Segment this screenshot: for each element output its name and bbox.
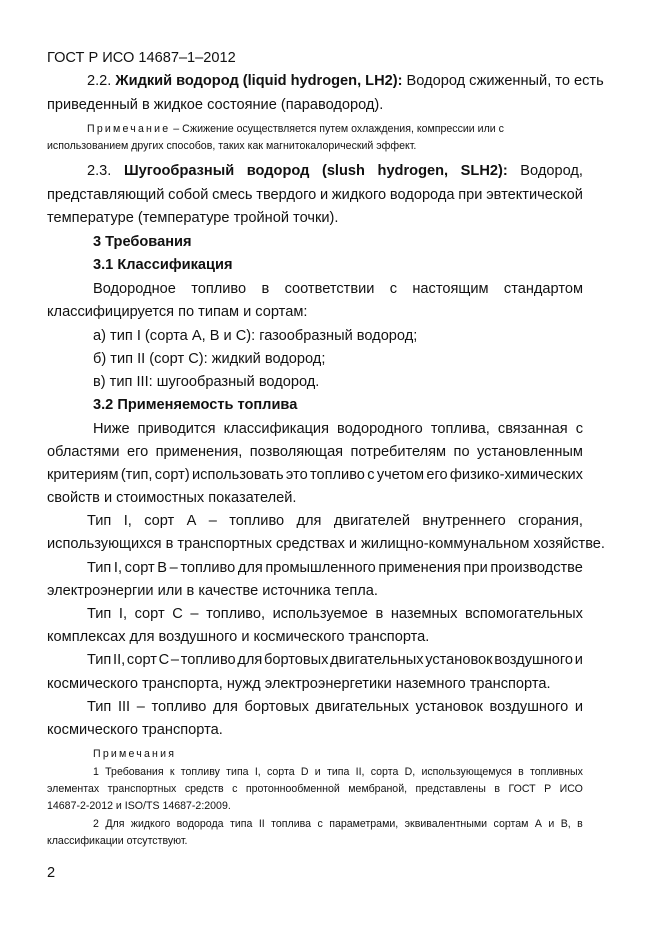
word: средств bbox=[184, 783, 224, 795]
section-3-1-heading: 3.1 Классификация bbox=[93, 257, 233, 273]
term-liquid-hydrogen: Жидкий водород (liquid hydrogen, LH2): bbox=[115, 73, 403, 89]
word: вспомогательных bbox=[464, 606, 583, 622]
type2-sortC-line-2: космического транспорта, нужд электроэнергетики наземного транспорта. bbox=[47, 676, 551, 692]
word: топливо bbox=[191, 281, 247, 297]
classification-paragraph-line-2: классифицируется по типам и сортам: bbox=[47, 304, 308, 320]
word: жидкого bbox=[331, 187, 387, 203]
word: Тип bbox=[87, 652, 112, 668]
word: II, bbox=[355, 766, 365, 778]
word: топлива, bbox=[430, 421, 490, 437]
word: водорода bbox=[176, 818, 224, 830]
word: в bbox=[261, 281, 270, 297]
word: С bbox=[158, 652, 170, 668]
word: типа bbox=[226, 766, 249, 778]
page-number: 2 bbox=[47, 865, 56, 881]
word: Тип bbox=[87, 513, 112, 529]
note-label: Примечание bbox=[87, 123, 171, 135]
applicability-p1-line-4: свойств и стоимостных показателей. bbox=[47, 490, 297, 506]
word: Требования bbox=[105, 766, 164, 778]
term-word: hydrogen, bbox=[377, 163, 449, 179]
word: применения bbox=[378, 560, 461, 576]
word: и bbox=[314, 766, 321, 778]
word: собой bbox=[168, 187, 209, 203]
word: сорт) bbox=[154, 467, 190, 483]
term-word: (slush bbox=[321, 163, 365, 179]
word: топливо bbox=[229, 513, 285, 529]
word: соответствии bbox=[284, 281, 375, 297]
word: воздушного bbox=[489, 699, 569, 715]
word: сорта bbox=[370, 766, 399, 778]
word: установок bbox=[425, 652, 493, 668]
word: ИСО bbox=[559, 783, 583, 795]
word: в bbox=[577, 818, 583, 830]
word: в bbox=[375, 606, 384, 622]
word: его bbox=[426, 467, 448, 483]
word: связанная bbox=[497, 421, 568, 437]
word: позволяющая bbox=[249, 444, 344, 460]
word: – bbox=[170, 652, 180, 668]
word: типа bbox=[229, 818, 253, 830]
note-2-line-2: классификации отсутствуют. bbox=[47, 835, 188, 847]
word: I, bbox=[254, 766, 261, 778]
classification-paragraph-line-1 bbox=[93, 280, 583, 298]
word: ГОСТ bbox=[508, 783, 536, 795]
word: применения, bbox=[155, 444, 243, 460]
word: представлены bbox=[415, 783, 486, 795]
word: сортам bbox=[493, 818, 529, 830]
note-2-line-1 bbox=[93, 818, 583, 831]
list-item-type-1: а) тип I (сорта А, В и С): газообразный водород; bbox=[93, 328, 418, 344]
word: воздушного bbox=[494, 652, 573, 668]
word: С bbox=[172, 606, 183, 622]
word: сгорания, bbox=[518, 513, 583, 529]
list-item-type-3: в) тип III: шугообразный водород. bbox=[93, 374, 320, 390]
applicability-p1-line-3 bbox=[47, 466, 583, 484]
word: стандартом bbox=[503, 281, 583, 297]
word: мембраной, bbox=[348, 783, 408, 795]
word: с bbox=[575, 421, 583, 437]
word: приводится bbox=[137, 421, 216, 437]
word: А bbox=[186, 513, 197, 529]
word: с bbox=[317, 818, 323, 830]
word: в bbox=[494, 783, 500, 795]
word: используемое bbox=[272, 606, 368, 622]
word: производстве bbox=[490, 560, 583, 576]
word: это bbox=[285, 467, 308, 483]
word: в bbox=[518, 766, 524, 778]
word: В, bbox=[560, 818, 571, 830]
word: – bbox=[208, 513, 217, 529]
word: использовать bbox=[192, 467, 284, 483]
word: II, bbox=[113, 652, 126, 668]
word: эвтектической bbox=[486, 187, 583, 203]
type1-sortB-line-2: электроэнергии или в качестве источника тепла. bbox=[47, 583, 378, 599]
word: с bbox=[367, 467, 375, 483]
word: I, bbox=[123, 513, 132, 529]
word: при bbox=[458, 187, 483, 203]
word: (тип, bbox=[120, 467, 153, 483]
word: сорт bbox=[144, 513, 175, 529]
word: критериям bbox=[47, 467, 119, 483]
word: с bbox=[389, 281, 398, 297]
definition-text: Водород сжиженный, то есть bbox=[402, 73, 604, 89]
word: элементах bbox=[47, 783, 100, 795]
applicability-p1-line-1 bbox=[93, 420, 583, 438]
word: топливу bbox=[180, 766, 220, 778]
word: топливных bbox=[530, 766, 583, 778]
word: водорода bbox=[389, 187, 455, 203]
word: типа bbox=[326, 766, 350, 778]
type3-line-1 bbox=[87, 698, 583, 716]
note-text: – Сжижение осуществляется путем охлаждения, компрессии или с bbox=[170, 123, 504, 135]
word: Тип bbox=[87, 606, 112, 622]
word: представляющий bbox=[47, 187, 165, 203]
word: I, bbox=[113, 560, 123, 576]
word: бортовых bbox=[264, 652, 329, 668]
word: внутреннего bbox=[422, 513, 506, 529]
word: и bbox=[548, 818, 555, 830]
document-header: ГОСТ Р ИСО 14687–1–2012 bbox=[47, 50, 236, 66]
word: при bbox=[463, 560, 488, 576]
word: топливо bbox=[180, 652, 236, 668]
definition-2-3-line-1 bbox=[87, 162, 583, 180]
word: его bbox=[126, 444, 149, 460]
definition-2-2-line-1 bbox=[87, 72, 604, 90]
word: топливо bbox=[180, 560, 236, 576]
word: сорт bbox=[126, 652, 157, 668]
word: 2.3. bbox=[87, 163, 112, 179]
word: А bbox=[534, 818, 542, 830]
word: потребителям bbox=[350, 444, 447, 460]
type1-sortA-line-1 bbox=[87, 512, 583, 530]
word: для bbox=[212, 699, 238, 715]
word: Для bbox=[105, 818, 125, 830]
word: Тип bbox=[87, 699, 112, 715]
type1-sortC-line-2: комплексах для воздушного и космического транспорта. bbox=[47, 629, 430, 645]
note-1-line-3: 14687-2-2012 и ISO/TS 14687-2:2009. bbox=[47, 800, 231, 812]
word: двигательных bbox=[330, 652, 424, 668]
word: и bbox=[319, 187, 329, 203]
word: В bbox=[157, 560, 168, 576]
word: настоящим bbox=[412, 281, 489, 297]
word: 2 bbox=[93, 818, 99, 830]
word: Водородное bbox=[93, 281, 176, 297]
word: III bbox=[117, 699, 131, 715]
word: для bbox=[237, 652, 263, 668]
word: – bbox=[169, 560, 178, 576]
word: учетом bbox=[376, 467, 425, 483]
word: сорт bbox=[124, 560, 155, 576]
word: топлива bbox=[271, 818, 312, 830]
word: областями bbox=[47, 444, 120, 460]
definition-2-3-line-2 bbox=[47, 186, 583, 204]
word: Ниже bbox=[93, 421, 130, 437]
word: II bbox=[258, 818, 265, 830]
word: промышленного bbox=[265, 560, 376, 576]
word: твердого bbox=[256, 187, 317, 203]
word: – bbox=[190, 606, 199, 622]
word: D, bbox=[404, 766, 416, 778]
note-1-line-1 bbox=[93, 766, 583, 779]
word: I, bbox=[118, 606, 128, 622]
word: по bbox=[453, 444, 470, 460]
word: бортовых bbox=[244, 699, 309, 715]
word: эквивалентными bbox=[404, 818, 488, 830]
word: D bbox=[300, 766, 309, 778]
note-1-line-2 bbox=[47, 783, 583, 796]
word: Тип bbox=[87, 560, 112, 576]
word: к bbox=[169, 766, 175, 778]
term-word: Шугообразный bbox=[123, 163, 235, 179]
type1-sortB-line-1 bbox=[87, 559, 583, 577]
term-word: водород bbox=[246, 163, 310, 179]
word: Водород, bbox=[520, 163, 583, 179]
section-3-heading: 3 Требования bbox=[93, 234, 192, 250]
note-line-2: использованием других способов, таких как магнитокалорический эффект. bbox=[47, 140, 417, 152]
list-item-type-2: б) тип II (сорт С): жидкий водород; bbox=[93, 351, 326, 367]
word: двигателей bbox=[333, 513, 410, 529]
note-line-1 bbox=[87, 123, 583, 136]
applicability-p1-line-2 bbox=[47, 443, 583, 461]
word: 1 bbox=[93, 766, 99, 778]
type3-line-2: космического транспорта. bbox=[47, 722, 223, 738]
type1-sortC-line-1 bbox=[87, 605, 583, 623]
definition-2-2-line-2: приведенный в жидкое состояние (параводород). bbox=[47, 97, 384, 113]
word: водородного bbox=[337, 421, 423, 437]
definition-number: 2.2. bbox=[87, 73, 112, 89]
word: топливо bbox=[151, 699, 207, 715]
word: транспортных bbox=[107, 783, 177, 795]
word: протоннообменной bbox=[245, 783, 340, 795]
word: для bbox=[237, 560, 263, 576]
word: использующемуся bbox=[421, 766, 512, 778]
section-3-2-heading: 3.2 Применяемость топлива bbox=[93, 397, 298, 413]
word: классификация bbox=[223, 421, 329, 437]
word: жидкого bbox=[130, 818, 171, 830]
word: для bbox=[296, 513, 322, 529]
notes-label: Примечания bbox=[93, 748, 177, 760]
word: и bbox=[574, 699, 583, 715]
type2-sortC-line-1 bbox=[87, 651, 583, 669]
word: физико-химических bbox=[449, 467, 583, 483]
type1-sortA-line-2: использующихся в транспортных средствах и жилищно-коммунальном хозяйстве. bbox=[47, 536, 605, 552]
word: топливо, bbox=[206, 606, 266, 622]
word: – bbox=[136, 699, 145, 715]
word: сорта bbox=[267, 766, 295, 778]
word: Р bbox=[544, 783, 552, 795]
word: с bbox=[232, 783, 238, 795]
word: и bbox=[574, 652, 583, 668]
word: установленным bbox=[477, 444, 583, 460]
word: смесь bbox=[212, 187, 253, 203]
term-word: SLH2): bbox=[460, 163, 508, 179]
word: топливо bbox=[310, 467, 365, 483]
word: параметрами, bbox=[329, 818, 399, 830]
word: двигательных bbox=[315, 699, 409, 715]
definition-2-3-line-3: температуре (температуре тройной точки). bbox=[47, 210, 339, 226]
word: установок bbox=[415, 699, 483, 715]
word: наземных bbox=[390, 606, 458, 622]
word: сорт bbox=[134, 606, 165, 622]
